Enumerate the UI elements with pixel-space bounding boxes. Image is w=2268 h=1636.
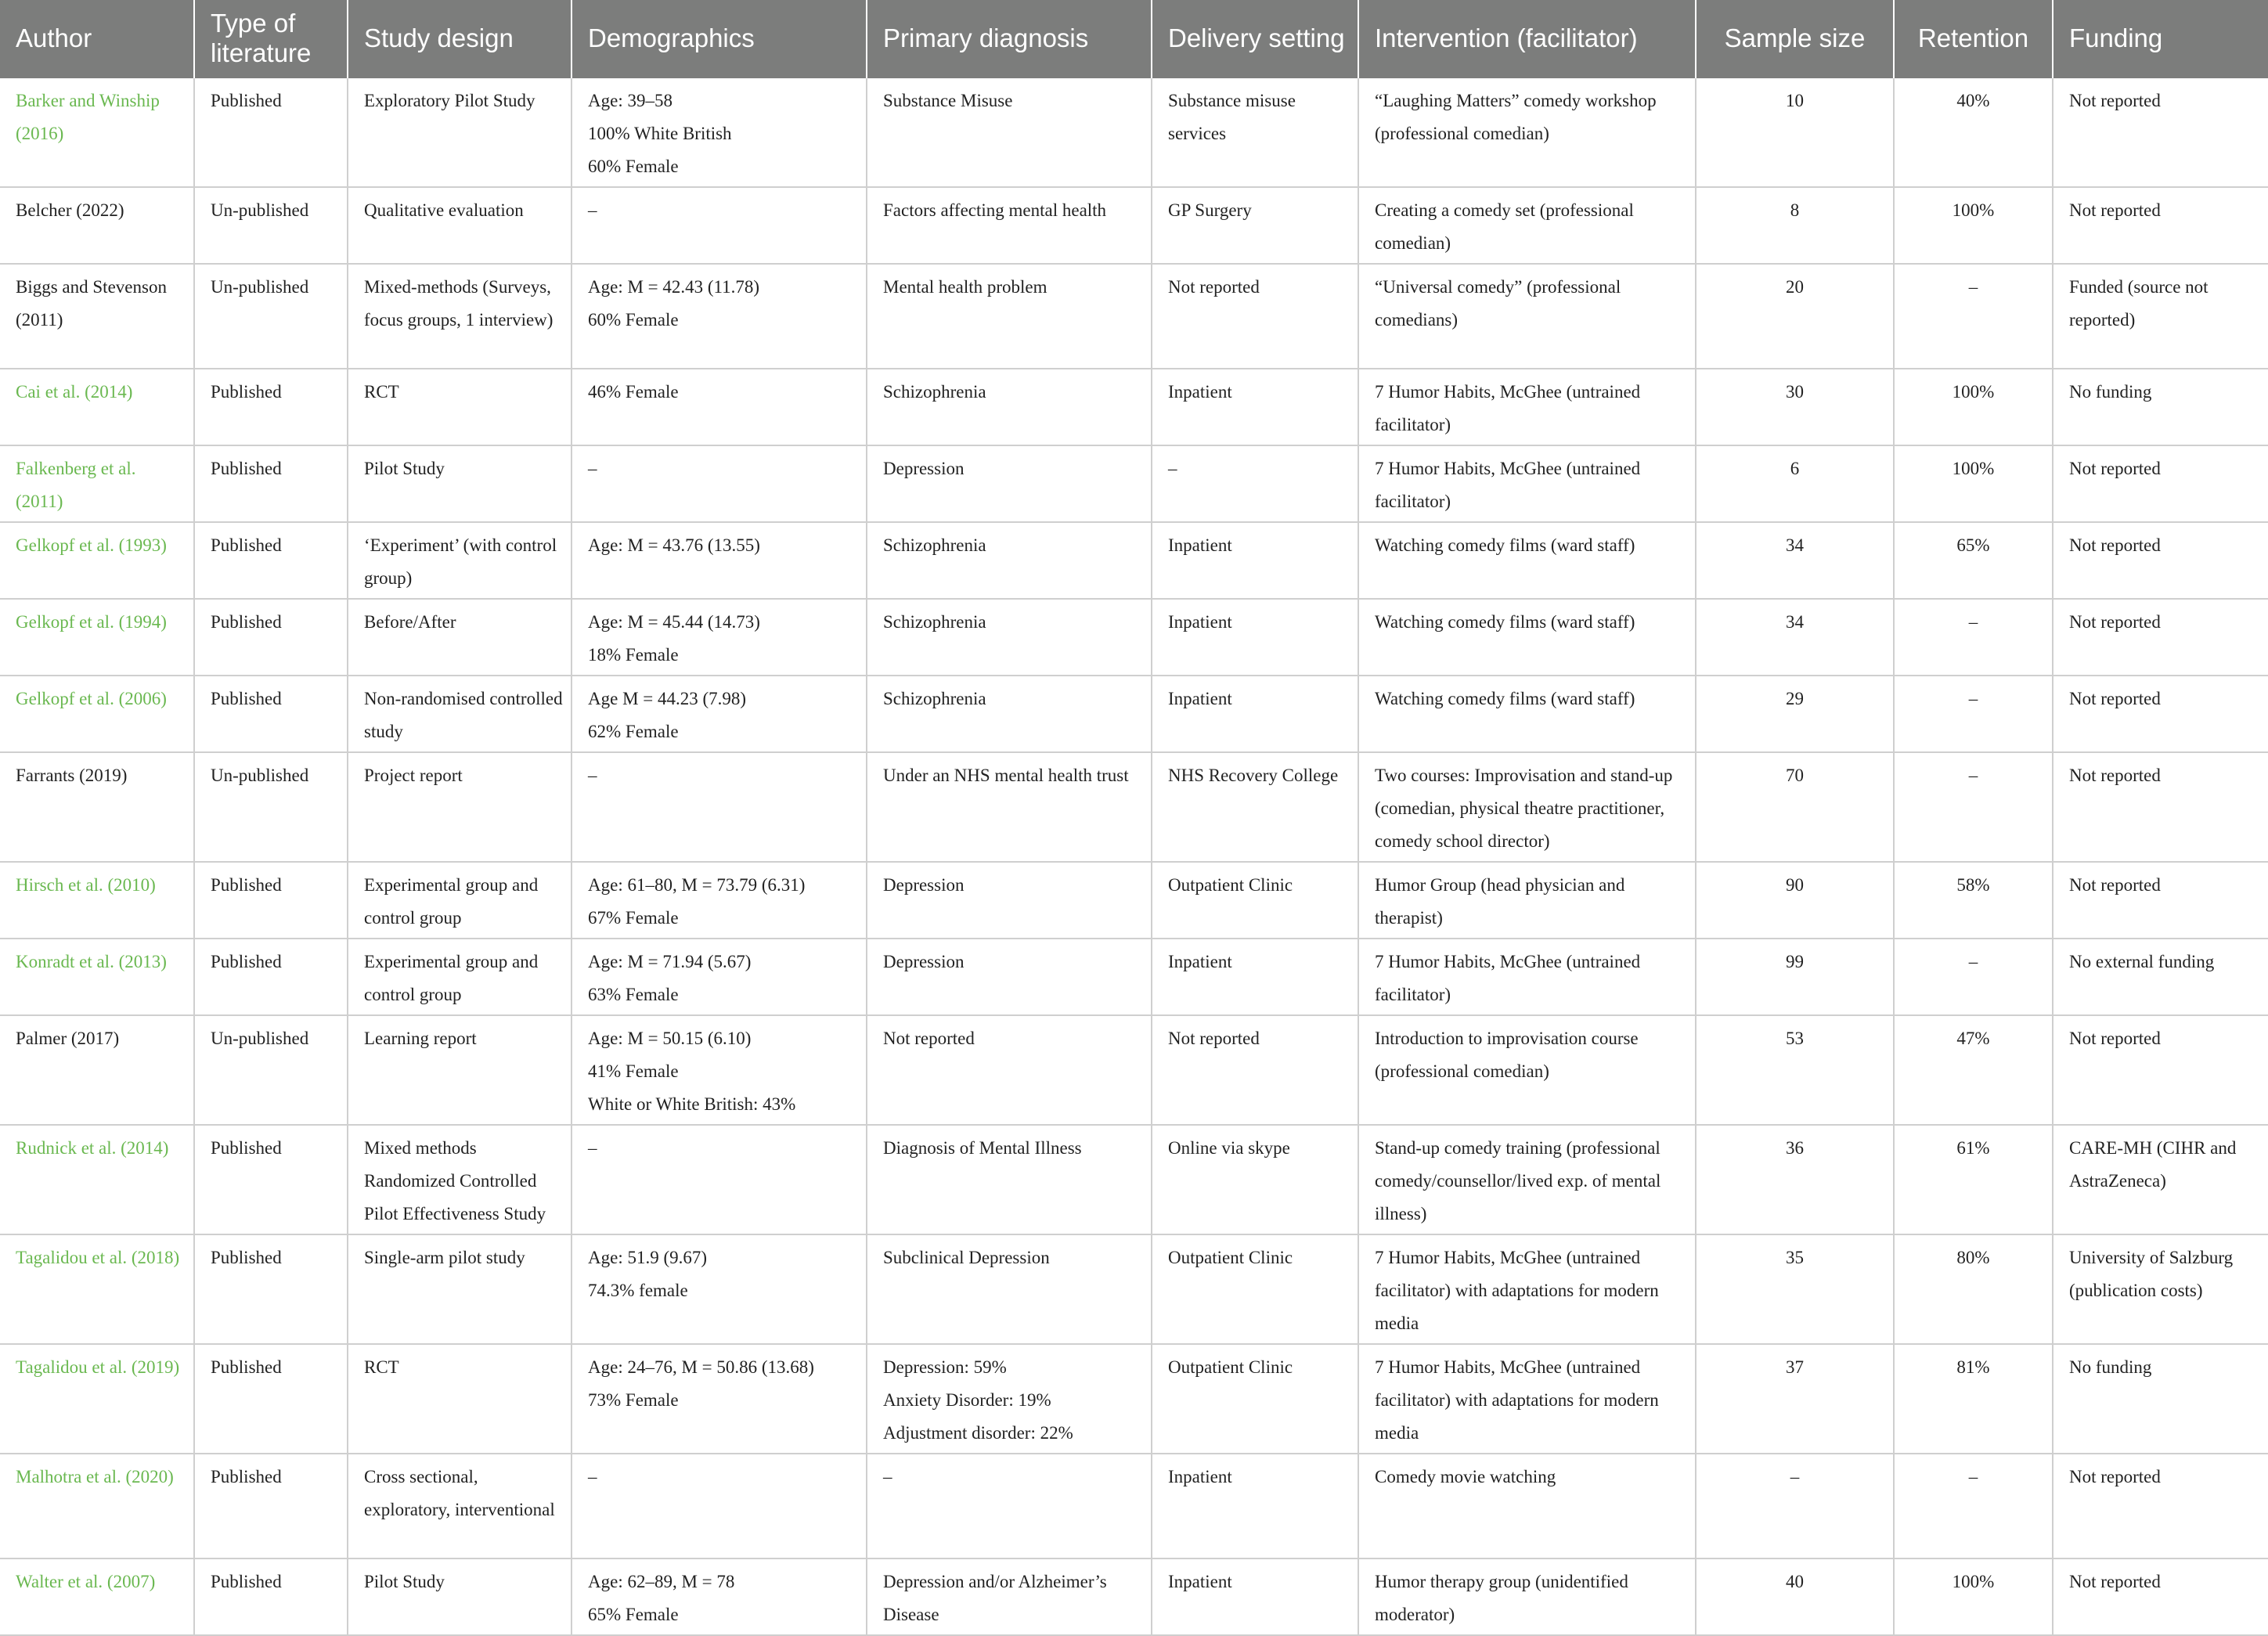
setting-cell: Inpatient	[1152, 1454, 1358, 1559]
setting-cell: Inpatient	[1152, 676, 1358, 752]
author-cell[interactable]: Cai et al. (2014)	[0, 369, 194, 445]
col-demographics: Demographics	[572, 0, 867, 78]
diagnosis-cell: Schizophrenia	[867, 522, 1152, 599]
intervention-cell: 7 Humor Habits, McGhee (untrained facilitator)	[1358, 939, 1696, 1015]
col-author: Author	[0, 0, 194, 78]
setting-cell: Inpatient	[1152, 1559, 1358, 1635]
sample-size-cell: 20	[1696, 264, 1894, 369]
demographics-cell: Age: 62–89, M = 78 65% Female	[572, 1559, 867, 1635]
funding-cell: Not reported	[2053, 752, 2268, 862]
type-cell: Un-published	[194, 1015, 348, 1125]
intervention-cell: Humor Group (head physician and therapist)	[1358, 862, 1696, 939]
diagnosis-cell: –	[867, 1454, 1152, 1559]
col-diagnosis: Primary diagnosis	[867, 0, 1152, 78]
setting-cell: GP Surgery	[1152, 187, 1358, 264]
retention-cell: 100%	[1894, 1559, 2053, 1635]
table-row	[0, 1234, 2268, 1344]
setting-cell: Outpatient Clinic	[1152, 1344, 1358, 1454]
author-cell[interactable]: Rudnick et al. (2014)	[0, 1125, 194, 1234]
type-cell: Published	[194, 676, 348, 752]
demographics-cell: –	[572, 1454, 867, 1559]
sample-size-cell: 53	[1696, 1015, 1894, 1125]
sample-size-cell: 70	[1696, 752, 1894, 862]
design-cell: Pilot Study	[348, 1559, 572, 1635]
diagnosis-cell: Depression	[867, 862, 1152, 939]
type-cell: Published	[194, 522, 348, 599]
demographics-cell: Age: 61–80, M = 73.79 (6.31) 67% Female	[572, 862, 867, 939]
sample-size-cell: 34	[1696, 522, 1894, 599]
type-cell: Published	[194, 1344, 348, 1454]
table-row	[0, 599, 2268, 676]
intervention-cell: 7 Humor Habits, McGhee (untrained facilitator) with adaptations for modern media	[1358, 1234, 1696, 1344]
intervention-cell: 7 Humor Habits, McGhee (untrained facilitator) with adaptations for modern media	[1358, 1344, 1696, 1454]
intervention-cell: “Laughing Matters” comedy workshop (professional comedian)	[1358, 78, 1696, 187]
author-cell[interactable]: Walter et al. (2007)	[0, 1559, 194, 1635]
col-type: Type of literature	[194, 0, 348, 78]
type-cell: Published	[194, 1559, 348, 1635]
col-retention: Retention	[1894, 0, 2053, 78]
col-sample-size: Sample size	[1696, 0, 1894, 78]
intervention-cell: Two courses: Improvisation and stand-up (comedian, physical theatre practitioner, comedy school director)	[1358, 752, 1696, 862]
type-cell: Published	[194, 599, 348, 676]
funding-cell: Not reported	[2053, 445, 2268, 522]
funding-cell: Not reported	[2053, 522, 2268, 599]
funding-cell: No external funding	[2053, 939, 2268, 1015]
demographics-cell: Age: M = 50.15 (6.10) 41% Female White or White British: 43%	[572, 1015, 867, 1125]
diagnosis-cell: Under an NHS mental health trust	[867, 752, 1152, 862]
author-cell[interactable]: Konradt et al. (2013)	[0, 939, 194, 1015]
table-row	[0, 752, 2268, 862]
retention-cell: –	[1894, 752, 2053, 862]
header-row	[0, 0, 2268, 78]
author-cell[interactable]: Gelkopf et al. (2006)	[0, 676, 194, 752]
retention-cell: 81%	[1894, 1344, 2053, 1454]
funding-cell: Not reported	[2053, 78, 2268, 187]
funding-cell: Not reported	[2053, 1454, 2268, 1559]
retention-cell: 61%	[1894, 1125, 2053, 1234]
author-cell: Farrants (2019)	[0, 752, 194, 862]
type-cell: Published	[194, 862, 348, 939]
author-cell: Belcher (2022)	[0, 187, 194, 264]
diagnosis-cell: Depression	[867, 445, 1152, 522]
retention-cell: –	[1894, 1454, 2053, 1559]
type-cell: Published	[194, 445, 348, 522]
author-cell[interactable]: Hirsch et al. (2010)	[0, 862, 194, 939]
retention-cell: –	[1894, 264, 2053, 369]
sample-size-cell: 35	[1696, 1234, 1894, 1344]
author-cell: Palmer (2017)	[0, 1015, 194, 1125]
demographics-cell: 46% Female	[572, 369, 867, 445]
diagnosis-cell: Depression	[867, 939, 1152, 1015]
intervention-cell: 7 Humor Habits, McGhee (untrained facilitator)	[1358, 369, 1696, 445]
setting-cell: Substance misuse services	[1152, 78, 1358, 187]
type-cell: Published	[194, 939, 348, 1015]
setting-cell: Inpatient	[1152, 599, 1358, 676]
col-setting: Delivery setting	[1152, 0, 1358, 78]
table-row	[0, 264, 2268, 369]
table-row	[0, 1125, 2268, 1234]
type-cell: Un-published	[194, 187, 348, 264]
table-row	[0, 676, 2268, 752]
setting-cell: –	[1152, 445, 1358, 522]
retention-cell: –	[1894, 599, 2053, 676]
sample-size-cell: 90	[1696, 862, 1894, 939]
setting-cell: Inpatient	[1152, 369, 1358, 445]
design-cell: Mixed methods Randomized Controlled Pilot Effectiveness Study	[348, 1125, 572, 1234]
funding-cell: Not reported	[2053, 676, 2268, 752]
design-cell: Project report	[348, 752, 572, 862]
diagnosis-cell: Schizophrenia	[867, 369, 1152, 445]
funding-cell: Not reported	[2053, 862, 2268, 939]
intervention-cell: Comedy movie watching	[1358, 1454, 1696, 1559]
retention-cell: 58%	[1894, 862, 2053, 939]
setting-cell: Outpatient Clinic	[1152, 1234, 1358, 1344]
setting-cell: NHS Recovery College	[1152, 752, 1358, 862]
design-cell: Qualitative evaluation	[348, 187, 572, 264]
diagnosis-cell: Factors affecting mental health	[867, 187, 1152, 264]
setting-cell: Not reported	[1152, 264, 1358, 369]
demographics-cell: Age: M = 43.76 (13.55)	[572, 522, 867, 599]
demographics-cell: –	[572, 752, 867, 862]
intervention-cell: Stand-up comedy training (professional comedy/counsellor/lived exp. of mental illness)	[1358, 1125, 1696, 1234]
sample-size-cell: 99	[1696, 939, 1894, 1015]
sample-size-cell: 34	[1696, 599, 1894, 676]
retention-cell: 47%	[1894, 1015, 2053, 1125]
design-cell: Experimental group and control group	[348, 939, 572, 1015]
author-cell: Biggs and Stevenson (2011)	[0, 264, 194, 369]
demographics-cell: –	[572, 1125, 867, 1234]
design-cell: ‘Experiment’ (with control group)	[348, 522, 572, 599]
type-cell: Published	[194, 369, 348, 445]
table-row	[0, 1559, 2268, 1635]
design-cell: RCT	[348, 369, 572, 445]
sample-size-cell: 29	[1696, 676, 1894, 752]
type-cell: Published	[194, 78, 348, 187]
design-cell: Pilot Study	[348, 445, 572, 522]
type-cell: Published	[194, 1454, 348, 1559]
design-cell: Single-arm pilot study	[348, 1234, 572, 1344]
retention-cell: 100%	[1894, 187, 2053, 264]
demographics-cell: –	[572, 187, 867, 264]
funding-cell: No funding	[2053, 1344, 2268, 1454]
sample-size-cell: 36	[1696, 1125, 1894, 1234]
sample-size-cell: 6	[1696, 445, 1894, 522]
sample-size-cell: 40	[1696, 1559, 1894, 1635]
funding-cell: Not reported	[2053, 599, 2268, 676]
diagnosis-cell: Depression: 59% Anxiety Disorder: 19% Adjustment disorder: 22%	[867, 1344, 1152, 1454]
retention-cell: 100%	[1894, 445, 2053, 522]
diagnosis-cell: Depression and/or Alzheimer’s Disease	[867, 1559, 1152, 1635]
author-cell[interactable]: Gelkopf et al. (1993)	[0, 522, 194, 599]
design-cell: Learning report	[348, 1015, 572, 1125]
funding-cell: Not reported	[2053, 1015, 2268, 1125]
author-cell[interactable]: Malhotra et al. (2020)	[0, 1454, 194, 1559]
retention-cell: –	[1894, 676, 2053, 752]
table-row	[0, 445, 2268, 522]
demographics-cell: Age: M = 42.43 (11.78) 60% Female	[572, 264, 867, 369]
type-cell: Un-published	[194, 264, 348, 369]
table-row	[0, 1015, 2268, 1125]
author-cell[interactable]: Barker and Winship (2016)	[0, 78, 194, 187]
diagnosis-cell: Not reported	[867, 1015, 1152, 1125]
retention-cell: 40%	[1894, 78, 2053, 187]
table-row	[0, 522, 2268, 599]
intervention-cell: Creating a comedy set (professional comedian)	[1358, 187, 1696, 264]
diagnosis-cell: Diagnosis of Mental Illness	[867, 1125, 1152, 1234]
setting-cell: Not reported	[1152, 1015, 1358, 1125]
diagnosis-cell: Schizophrenia	[867, 676, 1152, 752]
setting-cell: Online via skype	[1152, 1125, 1358, 1234]
author-cell[interactable]: Gelkopf et al. (1994)	[0, 599, 194, 676]
table-row	[0, 78, 2268, 187]
funding-cell: Funded (source not reported)	[2053, 264, 2268, 369]
author-cell[interactable]: Tagalidou et al. (2018)	[0, 1234, 194, 1344]
setting-cell: Outpatient Clinic	[1152, 862, 1358, 939]
author-cell[interactable]: Tagalidou et al. (2019)	[0, 1344, 194, 1454]
author-cell[interactable]: Falkenberg et al. (2011)	[0, 445, 194, 522]
intervention-cell: Watching comedy films (ward staff)	[1358, 522, 1696, 599]
demographics-cell: –	[572, 445, 867, 522]
demographics-cell: Age M = 44.23 (7.98) 62% Female	[572, 676, 867, 752]
col-design: Study design	[348, 0, 572, 78]
intervention-cell: Introduction to improvisation course (professional comedian)	[1358, 1015, 1696, 1125]
diagnosis-cell: Substance Misuse	[867, 78, 1152, 187]
intervention-cell: Watching comedy films (ward staff)	[1358, 599, 1696, 676]
demographics-cell: Age: 51.9 (9.67) 74.3% female	[572, 1234, 867, 1344]
intervention-cell: 7 Humor Habits, McGhee (untrained facilitator)	[1358, 445, 1696, 522]
type-cell: Published	[194, 1234, 348, 1344]
sample-size-cell: 37	[1696, 1344, 1894, 1454]
intervention-cell: Humor therapy group (unidentified moderator)	[1358, 1559, 1696, 1635]
demographics-cell: Age: M = 45.44 (14.73) 18% Female	[572, 599, 867, 676]
demographics-cell: Age: 39–58 100% White British 60% Female	[572, 78, 867, 187]
funding-cell: Not reported	[2053, 187, 2268, 264]
sample-size-cell: 30	[1696, 369, 1894, 445]
demographics-cell: Age: M = 71.94 (5.67) 63% Female	[572, 939, 867, 1015]
type-cell: Un-published	[194, 752, 348, 862]
intervention-cell: Watching comedy films (ward staff)	[1358, 676, 1696, 752]
table-row	[0, 369, 2268, 445]
design-cell: RCT	[348, 1344, 572, 1454]
demographics-cell: Age: 24–76, M = 50.86 (13.68) 73% Female	[572, 1344, 867, 1454]
sample-size-cell: 10	[1696, 78, 1894, 187]
retention-cell: 80%	[1894, 1234, 2053, 1344]
funding-cell: Not reported	[2053, 1559, 2268, 1635]
design-cell: Before/After	[348, 599, 572, 676]
funding-cell: University of Salzburg (publication costs)	[2053, 1234, 2268, 1344]
design-cell: Mixed-methods (Surveys, focus groups, 1 interview)	[348, 264, 572, 369]
table-row	[0, 1454, 2268, 1559]
design-cell: Exploratory Pilot Study	[348, 78, 572, 187]
funding-cell: CARE-MH (CIHR and AstraZeneca)	[2053, 1125, 2268, 1234]
table-row	[0, 1344, 2268, 1454]
retention-cell: 100%	[1894, 369, 2053, 445]
design-cell: Experimental group and control group	[348, 862, 572, 939]
col-funding: Funding	[2053, 0, 2268, 78]
table-row	[0, 187, 2268, 264]
sample-size-cell: –	[1696, 1454, 1894, 1559]
retention-cell: –	[1894, 939, 2053, 1015]
setting-cell: Inpatient	[1152, 522, 1358, 599]
diagnosis-cell: Subclinical Depression	[867, 1234, 1152, 1344]
col-intervention: Intervention (facilitator)	[1358, 0, 1696, 78]
design-cell: Cross sectional, exploratory, interventional	[348, 1454, 572, 1559]
table-row	[0, 939, 2268, 1015]
diagnosis-cell: Schizophrenia	[867, 599, 1152, 676]
setting-cell: Inpatient	[1152, 939, 1358, 1015]
diagnosis-cell: Mental health problem	[867, 264, 1152, 369]
retention-cell: 65%	[1894, 522, 2053, 599]
sample-size-cell: 8	[1696, 187, 1894, 264]
table-row	[0, 862, 2268, 939]
type-cell: Published	[194, 1125, 348, 1234]
design-cell: Non-randomised controlled study	[348, 676, 572, 752]
funding-cell: No funding	[2053, 369, 2268, 445]
intervention-cell: “Universal comedy” (professional comedians)	[1358, 264, 1696, 369]
